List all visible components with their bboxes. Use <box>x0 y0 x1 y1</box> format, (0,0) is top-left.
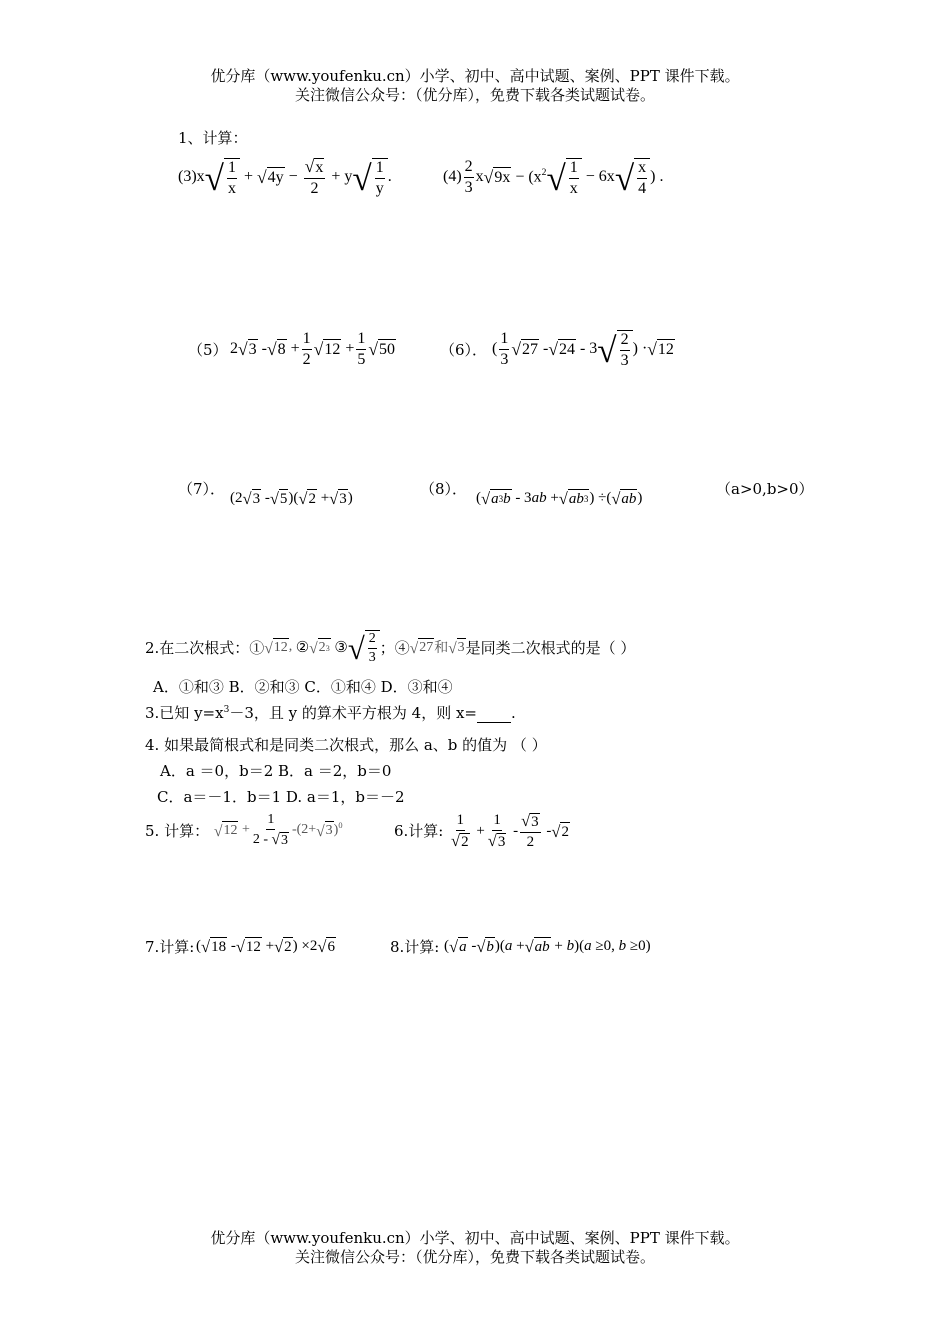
q1-label-7: （7）． <box>178 480 226 498</box>
q2-options: A．①和③ B．②和③ C．①和④ D．③和④ <box>153 678 453 696</box>
q5-expr: √ 12 + 1 2 - √ 3 -(2+ √ 3 )$^0$ <box>214 811 343 849</box>
q7-expr: ( √ 18 - √ 12 + √ 2 ) ×2 √ 6 <box>196 937 335 956</box>
q6-label: 6.计算: <box>394 822 444 840</box>
q2-radical-1: √ 12 , <box>264 639 296 657</box>
q1-condition-8: （a>0,b>0） <box>716 480 814 498</box>
q1-label-6: （6）． <box>440 341 488 359</box>
q2-radical-2: √ 2 3 <box>309 639 330 657</box>
q1-expr-7: (2 √ 3 - √ 5 )( √ 2 + √ 3 ) <box>230 489 353 508</box>
q8-label: 8.计算: <box>390 938 440 956</box>
q3-stem <box>145 702 516 723</box>
q3-answer-blank[interactable] <box>477 708 511 723</box>
footer-line-2: 关注微信公众号：（优分库），免费下载各类试题试卷。 <box>294 1248 655 1266</box>
q3-text-b: －3，且 y 的算术平方根为 4，则 x= <box>229 704 477 722</box>
q2-suffix: 是同类二次根式的是（ ） <box>465 638 636 657</box>
q2-radical-3: √ $\frac{2}{3}$ <box>348 630 380 665</box>
q1-expr-8: ( √ a 3 b - 3ab + √ ab 3 ) ÷( √ ab ) <box>476 489 643 508</box>
q4-options-cd: C．a＝－1．b＝1 D. a＝1，b＝－2 <box>157 788 405 806</box>
header-line-1: 优分库（www.youfenku.cn）小学、初中、高中试题、案例、PPT 课件下载。 <box>210 67 740 85</box>
q4-stem: 4. 如果最简根式和是同类二次根式，那么 a、b 的值为 （ ） <box>145 736 547 754</box>
q1-expr-3: (3)x √ $\frac{1}{x}$ + √ 4y − √ x 2 + y √ $\frac{1}{y}$ . <box>178 155 392 199</box>
footer-line-1: 优分库（www.youfenku.cn）小学、初中、高中试题、案例、PPT 课件下载。 <box>210 1229 740 1247</box>
q4-options-ab: A．a ＝0，b＝2 B．a ＝2，b＝0 <box>160 762 392 780</box>
q8-expr: ( √ a - √ b )(a + √ ab + b)(a ≥0, b ≥0) <box>444 937 651 956</box>
q2-radical-4: √ 27 和 √ 3 <box>409 639 465 657</box>
q7-label: 7.计算: <box>145 938 195 956</box>
q1-heading: 1、计算： <box>178 129 248 147</box>
q1-expr-4: (4) $\frac{2}{3}$ x √ 9x − ($x^2$ √ $\frac{1}{x}$ − 6x √ $\frac{x}{4}$ ) . <box>443 157 664 199</box>
q5-label: 5. 计算： <box>145 822 210 840</box>
q1-expr-6: ( $\frac{1}{3}$ √ 27 - √ 24 - 3 √ $\frac{2}{3}$ ) · √ 12 <box>492 329 674 371</box>
header-line-2: 关注微信公众号：（优分库），免费下载各类试题试卷。 <box>294 86 655 104</box>
q1-label-5: （5） <box>188 341 228 359</box>
q3-exponent: 3 <box>223 705 230 715</box>
q3-text-end: . <box>511 704 516 722</box>
q1-label-8: （8）． <box>420 480 468 498</box>
q2-stem: 2.在二次根式：① √ 12 , ② √ 2 3 ③ √ $\frac{2}{3}$ ；④ √ 27 和 √ 3 是同类二次根式的是（ ） <box>145 630 636 666</box>
q3-text-a: 3.已知 y=x <box>145 704 224 722</box>
q1-expr-5: 2 √ 3 - √ 8 + $\frac{1}{2}$ √ 12 + $\frac{1}{5}$ √ 50 <box>230 329 396 368</box>
q6-expr: 1 √ 2 + 1 √ 3 - √ 3 2 - √ 2 <box>451 811 569 850</box>
q2-prefix: 2.在二次根式：① <box>145 638 265 657</box>
